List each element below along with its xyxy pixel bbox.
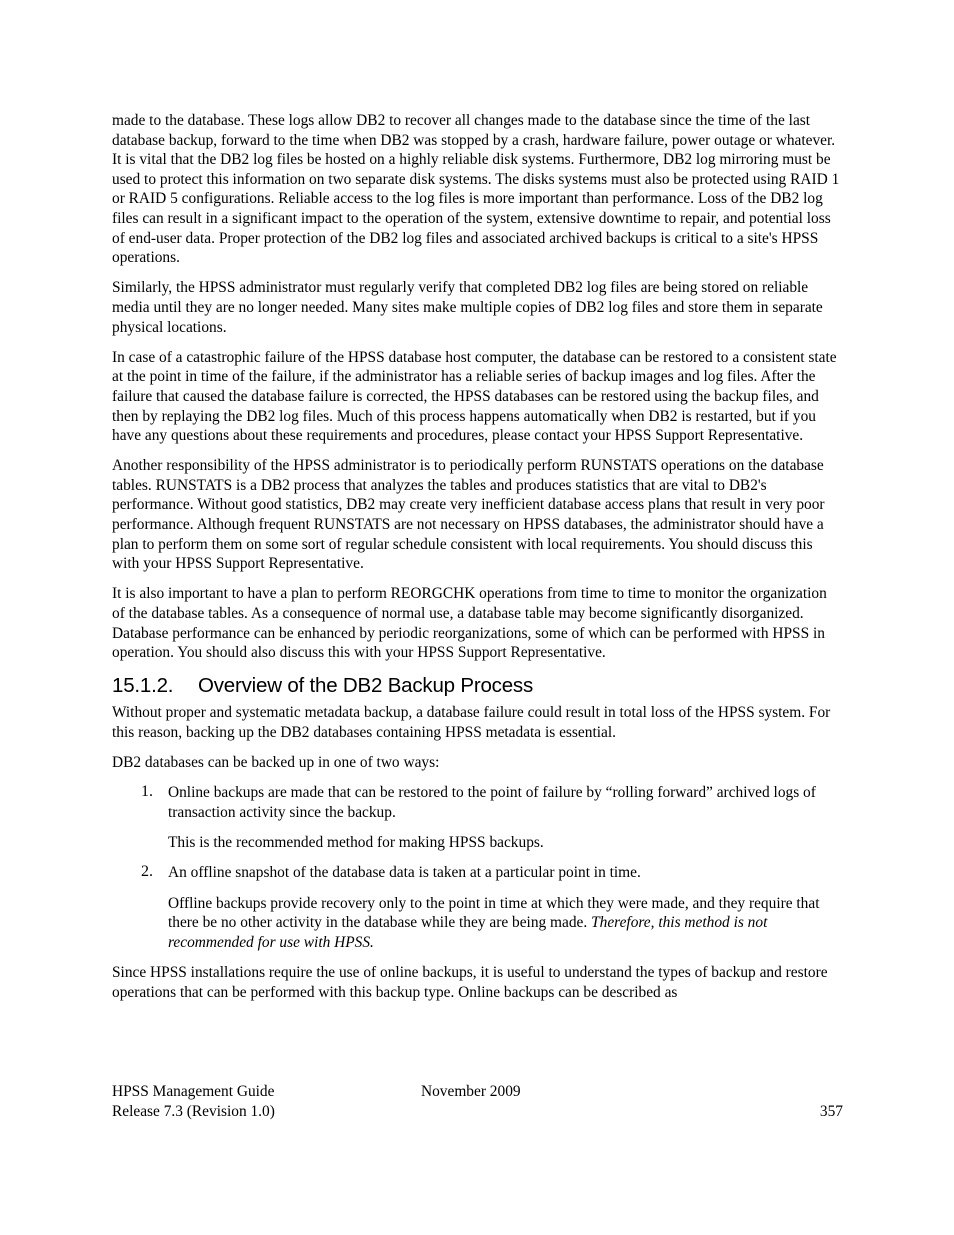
section-paragraph-metadata-backup: Without proper and systematic metadata backup, a database failure could result in total loss of the HPSS system. For this reason, backing up the DB2 databases containing HPSS metadata is essential. [112, 704, 831, 741]
list-item [112, 783, 843, 852]
footer-date: November 2009 [421, 1083, 521, 1100]
section-heading [112, 673, 843, 699]
page-footer [112, 1082, 843, 1122]
footer-row-1 [112, 1082, 843, 1102]
list-item-note-italic: Therefore, this method is not recommended for use with HPSS. [168, 914, 768, 951]
body-paragraph-verify-logs: Similarly, the HPSS administrator must regularly verify that completed DB2 log files are being stored on reliable media until they are no longer needed. Many sites make multiple copies of DB2 log files and store them in separate physical locations. [112, 279, 823, 336]
footer-guide-title: HPSS Management Guide [112, 1083, 275, 1100]
list-marker: 1. [141, 783, 153, 801]
body-paragraph-catastrophic-failure: In case of a catastrophic failure of the HPSS database host computer, the database can be restored to a consistent state at the point in time of the failure, if the administrator has a reliable series of backup images and log files. After the failure that caused the database failure is corrected, the HPSS databases can be restored using the backup files, and then by replaying the DB2 log files. Much of this process happens automatically when DB2 is restarted, but if you have any questions about these requirements and procedures, please contact your HPSS Support Representative. [112, 348, 837, 445]
list-item-text: Online backups are made that can be restored to the point of failure by “rolling forward” archived logs of transaction activity since the backup. [168, 784, 816, 821]
list-item-note-container [168, 894, 843, 953]
body-paragraph-reorgchk: It is also important to have a plan to perform REORGCHK operations from time to time to monitor the organization of the database tables. As a consequence of normal use, a database table may become significantly disorganized. Database performance can be enhanced by periodic reorganizations, some of which can be performed with HPSS in operation. You should also discuss this with your HPSS Support Representative. [112, 585, 827, 662]
section-title: Overview of the DB2 Backup Process [198, 674, 534, 698]
footer-release: Release 7.3 (Revision 1.0) [112, 1103, 275, 1120]
body-paragraph-runstats: Another responsibility of the HPSS administrator is to periodically perform RUNSTATS operations on the database tables. RUNSTATS is a DB2 process that analyzes the tables and produces statistics that are vital to DB2's performance. Without good statistics, DB2 may create very inefficient database access plans that result in very poor performance. Although frequent RUNSTATS are not necessary on HPSS databases, the administrator should have a plan to perform them on some sort of regular schedule consistent with local requirements. You should discuss this with your HPSS Support Representative. [112, 457, 825, 573]
list-marker: 2. [141, 863, 153, 881]
list-item-text: An offline snapshot of the database data is taken at a particular point in time. [168, 864, 641, 882]
list-item-note: This is the recommended method for making HPSS backups. [168, 834, 544, 852]
backup-methods-list [112, 783, 843, 952]
footer-page-number: 357 [819, 1103, 843, 1120]
footer-row-2 [112, 1102, 843, 1122]
closing-paragraph: Since HPSS installations require the use of online backups, it is useful to understand the types of backup and restore operations that can be performed with this backup type. Online backups can be described as [112, 963, 828, 1001]
list-item-note: Offline backups provide recovery only to the point in time at which they were made, and they require that there be no other activity in the database while they are being made. [168, 894, 820, 932]
section-paragraph-backup-ways: DB2 databases can be backed up in one of two ways: [112, 754, 440, 772]
section-number: 15.1.2. [112, 674, 174, 698]
page-body [112, 111, 843, 1002]
list-item [112, 863, 843, 952]
body-paragraph-log-files: made to the database. These logs allow DB2 to recover all changes made to the database since the time of the last database backup, forward to the time when DB2 was stopped by a crash, hardware failure, power outage or whatever. It is vital that the DB2 log files be hosted on a highly reliable disk systems. Furthermore, DB2 log mirroring must be used to protect this information on two separate disk systems. The disks systems must also be protected using RAID 1 or RAID 5 configurations. Reliable access to the log files is more important than performance. Loss of the DB2 log files can result in a significant impact to the operation of the system, extensive downtime to repair, and potential loss of end-user data. Proper protection of the DB2 log files and associated archived backups is critical to a site's HPSS operations. [112, 112, 840, 267]
